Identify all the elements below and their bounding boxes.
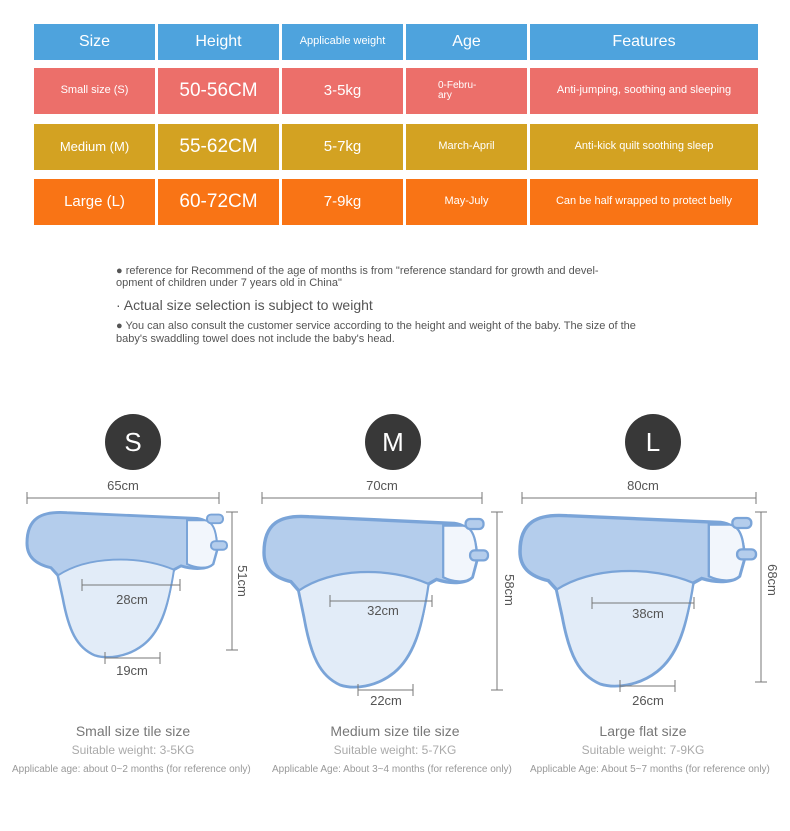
note-size-selection: · Actual size selection is subject to weight (116, 297, 373, 313)
row-small-age: 0-Febru- ary (406, 68, 527, 114)
note-reference: ● reference for Recommend of the age of months is from "reference standard for growth and devel- opment of children under 7 years old in China" (116, 265, 599, 289)
l-inner-label: 38cm (632, 606, 664, 621)
s-caption-age: Applicable age: about 0~2 months (for reference only) (12, 764, 251, 775)
badge-m: M (365, 414, 421, 470)
row-small-size: Small size (S) (34, 68, 155, 114)
header-weight: Applicable weight (282, 24, 403, 60)
row-medium-features: Anti-kick quilt soothing sleep (530, 124, 758, 170)
s-width-label: 65cm (107, 478, 139, 493)
l-caption-weight: Suitable weight: 7-9KG (581, 743, 705, 757)
header-size: Size (34, 24, 155, 60)
m-inner-label: 32cm (367, 603, 399, 618)
m-caption-title: Medium size tile size (330, 723, 460, 739)
row-small-height: 50-56CM (158, 68, 279, 114)
note-consult: ● You can also consult the customer service according to the height and weight of the baby. The size of the baby's swaddling towel does not include the baby's head. (116, 320, 636, 345)
row-small-weight: 3-5kg (282, 68, 403, 114)
m-width-label: 70cm (366, 478, 398, 493)
row-large-age: May-July (406, 179, 527, 225)
row-large-height: 60-72CM (158, 179, 279, 225)
row-large-size: Large (L) (34, 179, 155, 225)
row-small-features: Anti-jumping, soothing and sleeping (530, 68, 758, 114)
swaddle-m-shape (264, 516, 488, 686)
s-caption-title: Small size tile size (75, 723, 191, 739)
row-medium-height: 55-62CM (158, 124, 279, 170)
s-height-label: 51cm (235, 565, 250, 597)
l-caption-title: Large flat size (599, 723, 687, 739)
row-medium-size: Medium (M) (34, 124, 155, 170)
row-medium-age: March-April (406, 124, 527, 170)
m-bottom-label: 22cm (370, 693, 402, 708)
l-height-label: 68cm (765, 564, 780, 596)
m-caption-weight: Suitable weight: 5-7KG (333, 743, 457, 757)
badge-l: L (625, 414, 681, 470)
l-caption-age: Applicable Age: About 5~7 months (for reference only) (530, 764, 770, 775)
header-height: Height (158, 24, 279, 60)
m-caption-age: Applicable Age: About 3~4 months (for reference only) (272, 764, 512, 775)
s-bottom-label: 19cm (116, 663, 148, 678)
s-caption-weight: Suitable weight: 3-5KG (71, 743, 195, 757)
s-inner-label: 28cm (116, 592, 148, 607)
header-age: Age (406, 24, 527, 60)
row-large-features: Can be half wrapped to protect belly (530, 179, 758, 225)
m-height-label: 58cm (502, 574, 517, 606)
l-width-label: 80cm (627, 478, 659, 493)
row-large-weight: 7-9kg (282, 179, 403, 225)
row-medium-weight: 5-7kg (282, 124, 403, 170)
badge-s: S (105, 414, 161, 470)
header-features: Features (530, 24, 758, 60)
swaddle-l-shape (520, 515, 756, 685)
l-bottom-label: 26cm (632, 693, 664, 708)
